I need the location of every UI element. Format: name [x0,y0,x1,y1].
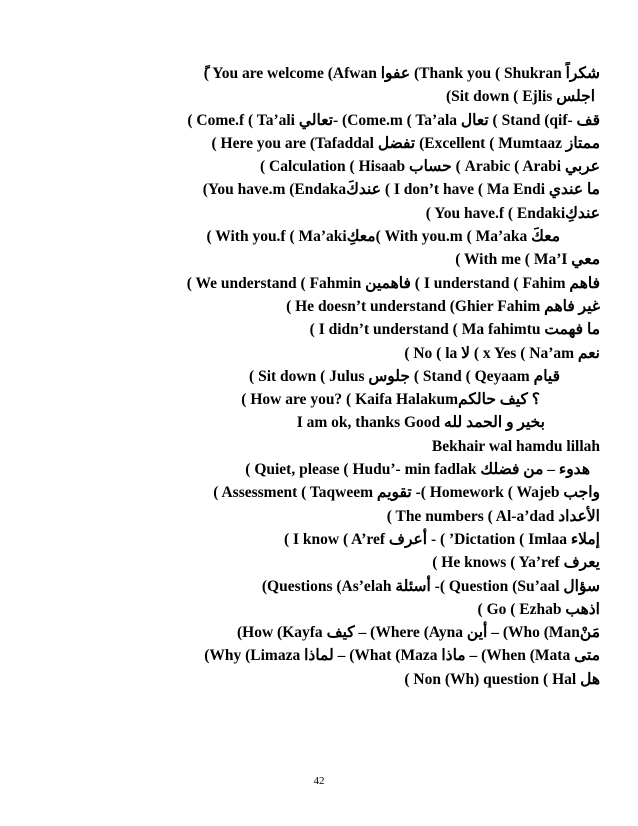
text-line: ( The numbers ( Al-a’dad الأعداد [386,507,600,525]
text-line: (Sit down ( Ejlis اجلس [445,88,595,106]
text-line: ( He knows ( Ya’ref يعرف [432,554,600,572]
text-line: ( He doesn’t understand (Ghier Fahim غير فاهم [286,297,600,315]
text-line: Bekhair wal hamdu lillah [431,437,600,455]
text-line: ( I know ( A’ref أعرف - ( ’Dictation ( Imlaa إملاء [283,530,600,548]
text-line: ( Here you are (Tafaddal تفضل (Excellent ( Mumtaaz ممتاز [211,134,600,152]
page-number: 42 [313,775,325,787]
text-line: ( Assessment ( Taqweem تقويم -( Homework ( Wajeb واجب [213,484,600,502]
text-line: (Why (Limaza لماذا – (What (Maza ماذا – (When (Mata متى [204,647,600,665]
text-line: I am ok, thanks Good بخير و الحمد لله [296,414,545,432]
vocabulary-list [60,62,600,691]
text-line: ( With me ( Ma’I معي [455,251,600,269]
text-line: ( No ( la لا ( x Yes ( Na’am نعم [404,344,600,362]
text-line: ( How are you? ( Kaifa Halakum؟ كيف حالكم [241,391,540,409]
text-line: ( Calculation ( Hisaab حساب ( Arabic ( Arabi عربي [260,158,600,176]
text-line: ( Come.f ( Ta’ali تعالي- (Come.m ( Ta’ala تعال ( Stand (qif- قف [187,111,600,129]
text-line: ( With you.f ( Ma’akiمعكِ( With you.m ( Ma’aka معكَ [206,228,560,246]
text-line: ( Go ( Ezhab اذهب [477,600,600,618]
text-line: (You have.m (Endakaعندكَ ( I don’t have ( Ma Endi ما عندي [202,181,600,199]
text-line: ( I didn’t understand ( Ma fahimtu ما فهمت [309,321,600,339]
text-line: ( Non (Wh) question ( Hal هل [404,670,600,688]
text-line: (How (Kayfa كيف – (Where (Ayna أين – (Who (Manمَنْ [237,624,600,642]
text-line: ( Sit down ( Julus جلوس ( Stand ( Qeyaam قيام [249,367,560,385]
text-line: ( We understand ( Fahmin فاهمين ( I understand ( Fahim فاهم [186,274,600,292]
text-line: ( Quiet, please ( Hudu’- min fadlak هدوء – من فضلك [245,461,590,479]
text-line: ً( You are welcome (Afwan عفوا (Thank you ( Shukran شكراً [203,65,600,82]
text-line: ( You have.f ( Endakiعندكِ [425,204,600,222]
text-line: (Questions (As’elah أسئلة -( Question (Su’aal سؤال [261,577,600,595]
